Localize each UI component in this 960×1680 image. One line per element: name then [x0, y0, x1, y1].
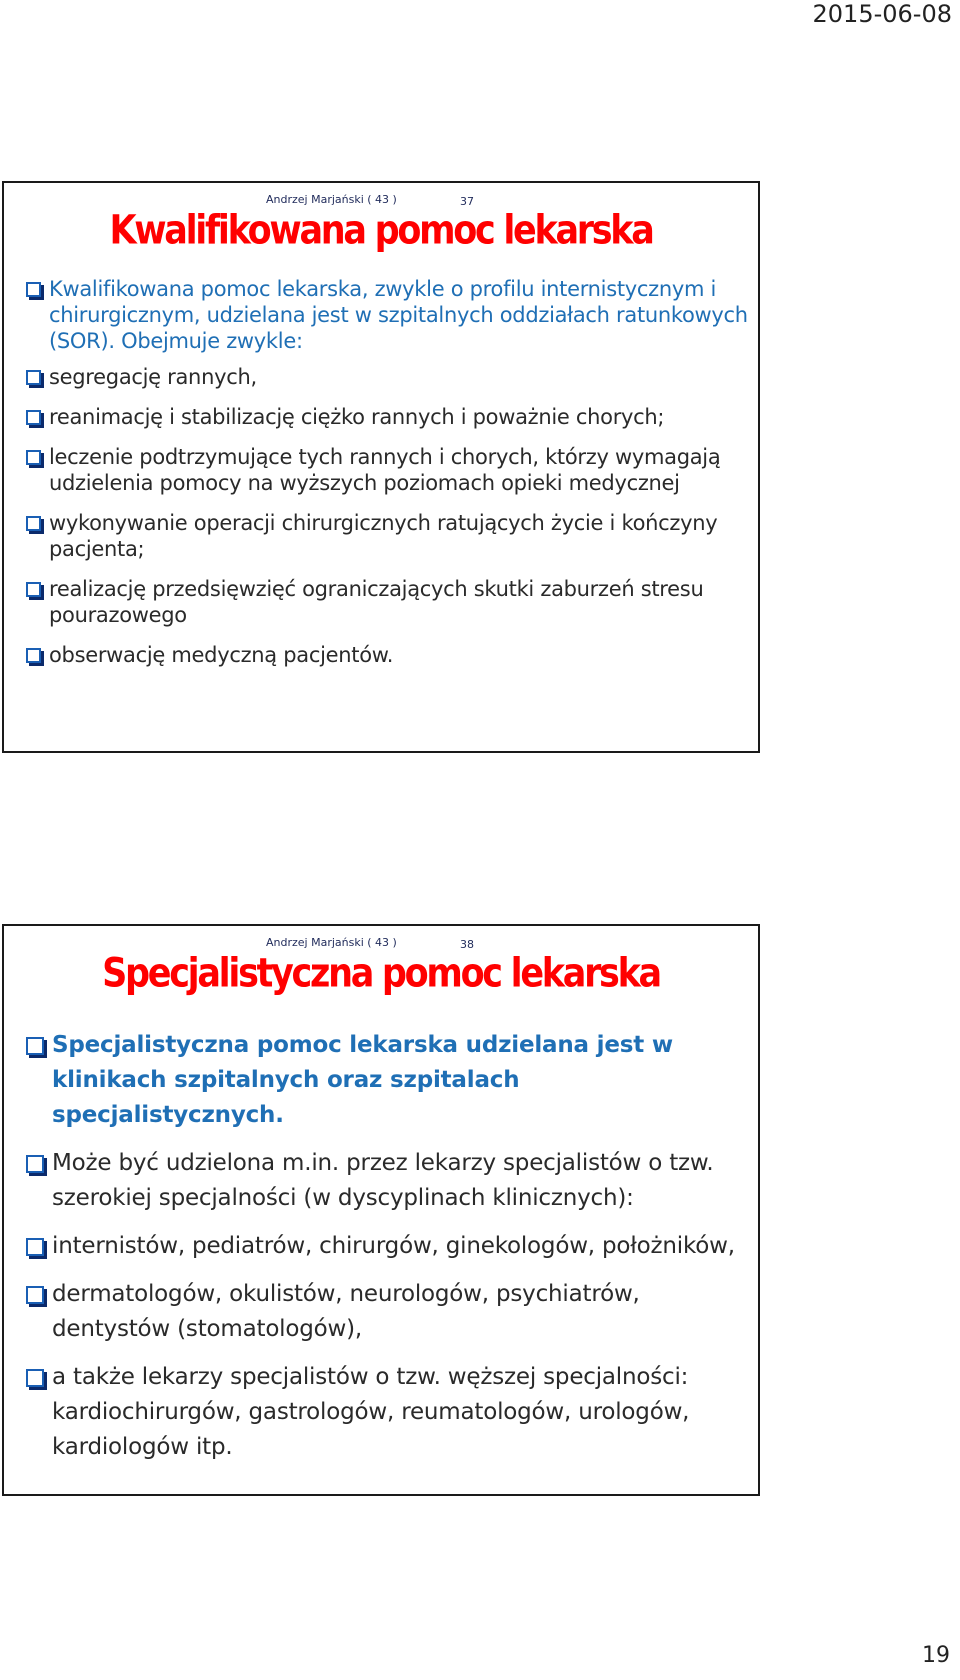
list-item — [26, 642, 748, 668]
page-date: 2015-06-08 — [812, 0, 952, 28]
list-item-text — [49, 276, 748, 354]
list-item-text: internistów, pediatrów, chirurgów, ginekologów, położników, — [52, 1233, 735, 1259]
lead-text-continuation: Obejmuje zwykle: — [114, 329, 303, 353]
slide-number: 38 — [460, 938, 474, 951]
list-item-text: wykonywanie operacji chirurgicznych ratujących życie i kończyny pacjenta; — [49, 511, 718, 561]
list-item — [26, 1028, 748, 1133]
checkbox-icon — [26, 1238, 44, 1256]
list-item-text: leczenie podtrzymujące tych rannych i chorych, którzy wymagają udzielenia pomocy na wyższych poziomach opieki medycznej — [49, 445, 721, 495]
list-item-text: segregację rannych, — [49, 365, 257, 389]
checkbox-icon — [26, 1037, 44, 1055]
list-item — [26, 1277, 748, 1347]
list-item-text: reanimację i stabilizację ciężko rannych i poważnie chorych; — [49, 405, 665, 429]
checkbox-icon — [26, 516, 41, 531]
list-item — [26, 364, 748, 390]
list-item — [26, 510, 748, 562]
slide-title: Kwalifikowana pomoc lekarska — [109, 208, 653, 254]
list-item — [26, 444, 748, 496]
list-item — [26, 576, 748, 628]
list-item-text: a także lekarzy specjalistów o tzw. węższej specjalności: kardiochirurgów, gastrologów, reumatologów, urologów, kardiologów itp. — [52, 1364, 690, 1460]
list-item-text: dermatologów, okulistów, neurologów, psychiatrów, dentystów (stomatologów), — [52, 1281, 640, 1342]
list-item — [26, 1229, 748, 1264]
checkbox-icon — [26, 370, 41, 385]
list-item-text: obserwację medyczną pacjentów. — [49, 643, 394, 667]
lead-text: Kwalifikowana pomoc lekarska, zwykle o profilu internistycznym i chirurgicznym, udzielana jest w szpitalnych oddziałach ratunkowych (SOR). — [49, 277, 748, 353]
bullet-list — [26, 276, 748, 682]
slide-37 — [2, 181, 760, 753]
list-item-text: Może być udzielona m.in. przez lekarzy specjalistów o tzw. szerokiej specjalności (w dyscyplinach klinicznych): — [52, 1150, 714, 1211]
page-number: 19 — [922, 1643, 950, 1668]
checkbox-icon — [26, 410, 41, 425]
checkbox-icon — [26, 582, 41, 597]
checkbox-icon — [26, 450, 41, 465]
list-item — [26, 404, 748, 430]
slide-author: Andrzej Marjański ( 43 ) — [266, 936, 397, 949]
slide-38 — [2, 924, 760, 1496]
slide-author: Andrzej Marjański ( 43 ) — [266, 193, 397, 206]
bullet-list — [26, 1028, 748, 1478]
checkbox-icon — [26, 1155, 44, 1173]
list-item — [26, 276, 748, 354]
list-item — [26, 1360, 748, 1465]
lead-text: Specjalistyczna pomoc lekarska udzielana jest w klinikach szpitalnych oraz szpitalach specjalistycznych. — [52, 1032, 673, 1128]
slide-number: 37 — [460, 195, 474, 208]
checkbox-icon — [26, 282, 41, 297]
slide-title: Specjalistyczna pomoc lekarska — [102, 951, 660, 997]
checkbox-icon — [26, 1369, 44, 1387]
checkbox-icon — [26, 648, 41, 663]
checkbox-icon — [26, 1286, 44, 1304]
list-item — [26, 1146, 748, 1216]
list-item-text: realizację przedsięwzięć ograniczających skutki zaburzeń stresu pourazowego — [49, 577, 704, 627]
